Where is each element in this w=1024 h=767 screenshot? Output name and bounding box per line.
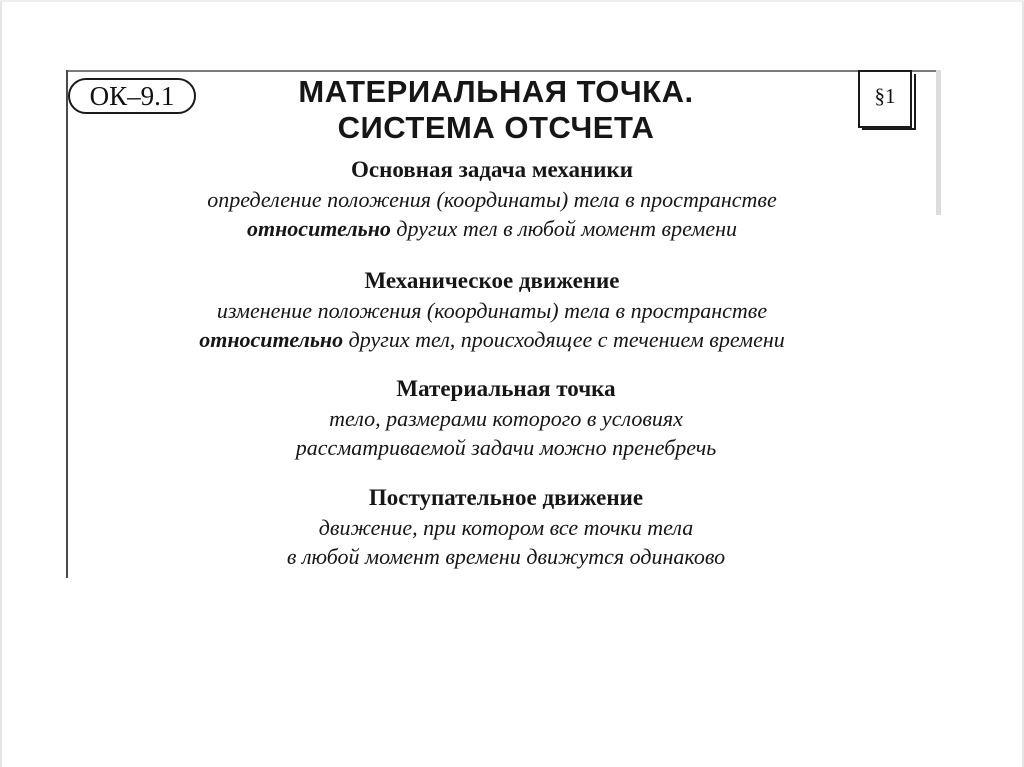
section-translational-motion <box>126 483 886 571</box>
scanned-page <box>66 70 942 580</box>
paragraph-badge-shadow-right <box>914 74 916 130</box>
section-definition-line-1: тело, размерами которого в условиях <box>329 406 683 431</box>
title-line-2: СИСТЕМА ОТСЧЕТА <box>337 110 655 145</box>
ok-code-badge: ОК–9.1 <box>68 78 196 114</box>
section-definition-line-1: движение, при котором все точки тела <box>318 515 694 540</box>
section-material-point <box>126 374 886 462</box>
section-heading: Поступательное движение <box>368 485 644 510</box>
section-mechanical-motion <box>112 266 872 354</box>
section-definition-line-1: определение положения (координаты) тела в пространстве <box>207 187 777 212</box>
page-title <box>216 74 776 146</box>
paragraph-badge <box>858 70 916 132</box>
section-definition-line-2 <box>112 214 872 243</box>
definition-text: других тел в любой момент времени <box>390 216 738 241</box>
page-left-rule <box>66 70 68 578</box>
slide-frame-top <box>0 0 1024 2</box>
section-main-task <box>112 155 872 243</box>
section-heading: Механическое движение <box>364 268 620 293</box>
section-heading: Основная задача механики <box>351 157 633 182</box>
section-definition-line-2 <box>112 325 872 354</box>
section-heading: Материальная точка <box>396 376 616 401</box>
title-line-1: МАТЕРИАЛЬНАЯ ТОЧКА. <box>298 74 694 109</box>
paragraph-badge-shadow-bottom <box>862 128 916 130</box>
emphasis-word: относительно <box>199 327 344 352</box>
section-definition-line-1: изменение положения (координаты) тела в пространстве <box>216 298 768 323</box>
emphasis-word: относительно <box>246 216 391 241</box>
page-top-rule <box>66 70 936 72</box>
paragraph-badge-label: §1 <box>874 84 896 108</box>
section-definition-line-2: в любой момент времени движутся одинаково <box>286 544 726 569</box>
page-right-shadow <box>936 70 941 215</box>
definition-text: других тел, происходящее с течением времени <box>343 327 785 352</box>
slide-frame-left <box>0 0 2 767</box>
section-definition-line-2: рассматриваемой задачи можно пренебречь <box>295 435 717 460</box>
